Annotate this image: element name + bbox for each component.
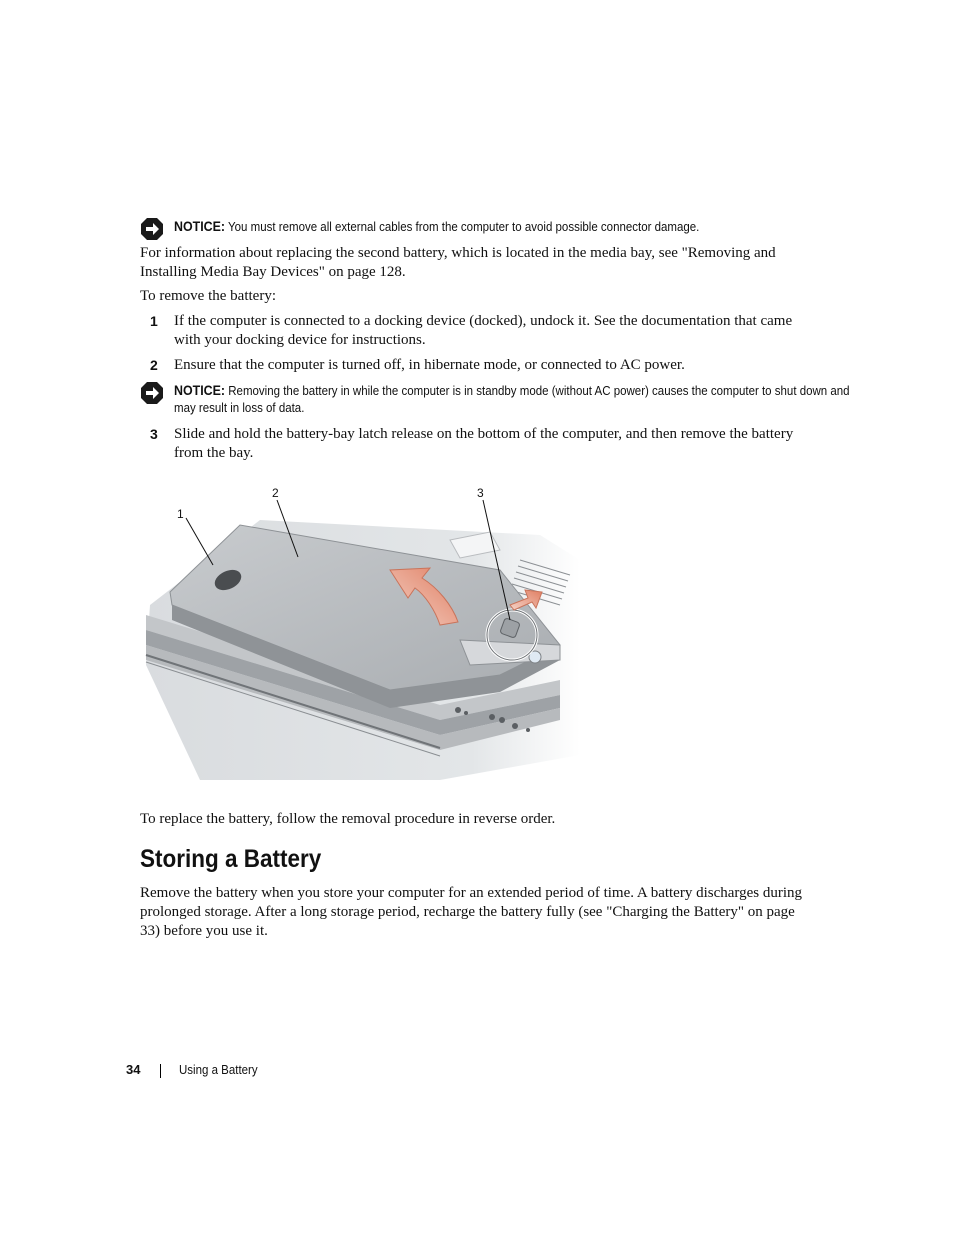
step-number: 2 xyxy=(150,357,158,373)
battery-removal-illustration xyxy=(140,480,600,785)
footer-divider xyxy=(160,1064,161,1078)
callout-line-1 xyxy=(186,518,213,565)
page-number: 34 xyxy=(126,1062,141,1077)
notice-label: NOTICE: xyxy=(174,219,226,234)
callout-2: 2 xyxy=(272,486,279,500)
paragraph-replace: To replace the battery, follow the removal procedure in reverse order. xyxy=(140,811,556,827)
notice-icon xyxy=(140,217,164,241)
notice-label: NOTICE: xyxy=(174,383,226,398)
notice-icon xyxy=(140,381,164,405)
step-text: If the computer is connected to a docking device (docked), undock it. See the documentation that came with your docking device for instructions. xyxy=(174,313,793,348)
callout-3: 3 xyxy=(477,486,484,500)
step-number: 3 xyxy=(150,426,158,442)
step-text: Ensure that the computer is turned off, in hibernate mode, or connected to AC power. xyxy=(174,357,685,373)
paragraph-to-remove: To remove the battery: xyxy=(140,288,276,304)
notice-text xyxy=(174,218,855,236)
section-heading: Storing a Battery xyxy=(140,845,322,873)
footer-section-title: Using a Battery xyxy=(179,1063,258,1077)
callout-1: 1 xyxy=(177,507,184,521)
paragraph-second-battery: For information about replacing the second battery, which is located in the media bay, see "Removing and Installing Media Bay Devices" on page 128. xyxy=(140,245,776,280)
notice-body: Removing the battery in while the computer is in standby mode (without AC power) causes the computer to shut down and may result in loss of data. xyxy=(174,384,850,415)
notice-body: You must remove all external cables from the computer to avoid possible connector damage. xyxy=(225,220,700,234)
paragraph-storing: Remove the battery when you store your computer for an extended period of time. A battery discharges during prolonged storage. After a long storage period, recharge the battery fully (see "Charging the Battery" on page 33) before you use it. xyxy=(140,885,803,939)
notice-text xyxy=(174,382,855,417)
step-text: Slide and hold the battery-bay latch release on the bottom of the computer, and then remove the battery from the bay. xyxy=(174,426,794,461)
step-number: 1 xyxy=(150,313,158,329)
